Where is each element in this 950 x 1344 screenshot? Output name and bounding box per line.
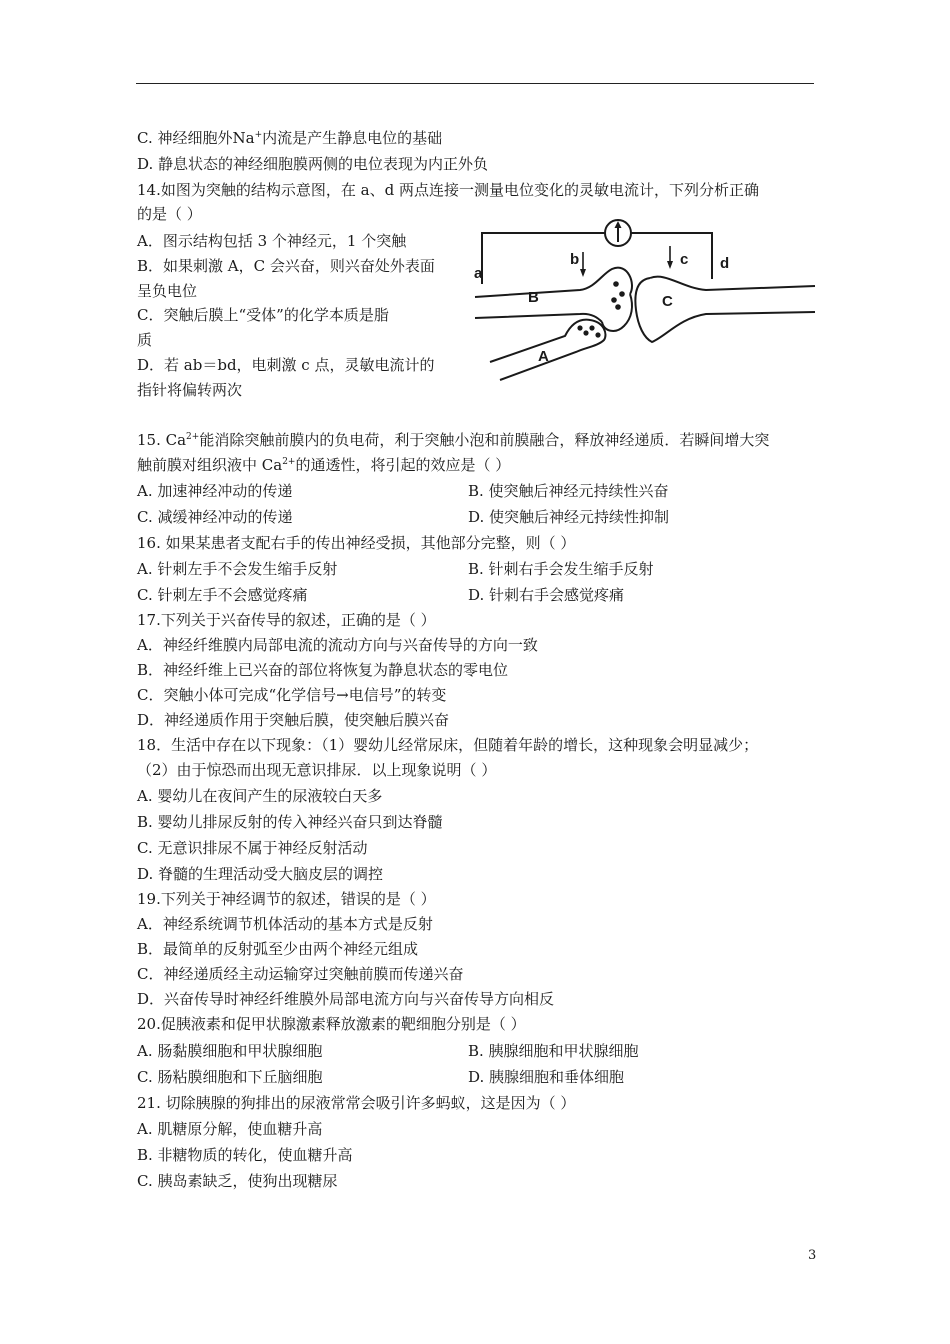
q19-option-d: D．兴奋传导时神经纤维膜外局部电流方向与兴奋传导方向相反 [137,990,555,1008]
q18-option-b: B. 婴幼儿排尿反射的传入神经兴奋只到达脊髓 [137,813,443,831]
header-rule [136,83,814,84]
page-number: 3 [808,1248,817,1263]
vesicles-b [611,281,625,310]
q19-stem: 19.下列关于神经调节的叙述，错误的是（ ） [137,890,436,908]
q14-option-d-cont: 指针将偏转两次 [137,381,243,399]
wire-left [482,233,605,284]
q16-option-b: B. 针刺右手会发生缩手反射 [468,560,654,578]
q15-option-d: D. 使突触后神经元持续性抑制 [468,508,670,526]
q15-option-a: A. 加速神经冲动的传递 [137,482,293,500]
q15-stem: 15. $Ca^{2+}$能消除突触前膜内的负电荷，利于突触小泡和前膜融合，释放神经递质．若瞬间增大突 [137,431,770,449]
q14-option-c: C．突触后膜上“受体”的化学本质是脂 [137,306,389,324]
q15-option-c: C. 减缓神经冲动的传递 [137,508,293,526]
q20-option-c: C. 肠粘膜细胞和下丘脑细胞 [137,1068,323,1086]
q18-option-a: A. 婴幼儿在夜间产生的尿液较白天多 [137,787,383,805]
q16-option-c: C. 针刺左手不会感觉疼痛 [137,586,308,604]
q14-stem-cont: 的是（ ） [137,205,202,223]
q21-option-a: A. 肌糖原分解，使血糖升高 [137,1120,323,1138]
q20-option-a: A. 肠黏膜细胞和甲状腺细胞 [137,1042,323,1060]
q17-option-a: A．神经纤维膜内局部电流的流动方向与兴奋传导的方向一致 [137,636,538,654]
q14-option-d: D．若 ab＝bd，电刺激 c 点，灵敏电流计的 [137,356,435,374]
q14-stem: 14.如图为突触的结构示意图，在 a、d 两点连接一测量电位变化的灵敏电流计，下列分析正确 [137,181,759,199]
label-d: d [720,255,730,272]
q15-stem-cont: 触前膜对组织液中 $Ca^{2+}$的通透性，将引起的效应是（ ） [137,456,511,474]
label-B: B [528,289,539,306]
q18-option-c: C. 无意识排尿不属于神经反射活动 [137,839,368,857]
q19-option-b: B．最简单的反射弧至少由两个神经元组成 [137,940,419,958]
q16-stem: 16. 如果某患者支配右手的传出神经受损，其他部分完整，则（ ） [137,534,576,552]
q14-option-b-cont: 呈负电位 [137,282,198,300]
q19-option-c: C．神经递质经主动运输穿过突触前膜而传递兴奋 [137,965,464,983]
label-c: c [680,251,689,268]
q15-option-b: B. 使突触后神经元持续性兴奋 [468,482,669,500]
q14-option-a: A．图示结构包括 3 个神经元，1 个突触 [137,232,407,250]
q17-option-d: D．神经递质作用于突触后膜，使突触后膜兴奋 [137,711,450,729]
label-b: b [570,251,580,268]
q17-option-c: C．突触小体可完成“化学信号→电信号”的转变 [137,686,447,704]
q17-stem: 17.下列关于兴奋传导的叙述，正确的是（ ） [137,611,436,629]
q18-option-d: D. 脊髓的生理活动受大脑皮层的调控 [137,865,384,883]
q21-stem: 21. 切除胰腺的狗排出的尿液常常会吸引许多蚂蚁，这是因为（ ） [137,1094,576,1112]
q14-option-c-cont: 质 [137,331,153,349]
q21-option-b: B. 非糖物质的转化，使血糖升高 [137,1146,353,1164]
q13-option-d: D. 静息状态的神经细胞膜两侧的电位表现为内正外负 [137,155,489,173]
q18-stem-cont: （2）由于惊恐而出现无意识排尿．以上现象说明（ ） [137,761,497,779]
wire-right [631,233,712,279]
q13-option-c: C. 神经细胞外Na+内流是产生静息电位的基础 [137,129,443,147]
vesicles-a [577,325,600,337]
label-C: C [662,293,673,310]
label-a: a [474,265,483,282]
q20-stem: 20.促胰液素和促甲状腺激素释放激素的靶细胞分别是（ ） [137,1015,526,1033]
q19-option-a: A．神经系统调节机体活动的基本方式是反射 [137,915,433,933]
label-A: A [538,348,549,365]
q14-option-b: B．如果刺激 A，C 会兴奋，则兴奋处外表面 [137,257,435,275]
q21-option-c: C. 胰岛素缺乏，使狗出现糖尿 [137,1172,338,1190]
q16-option-a: A. 针刺左手不会发生缩手反射 [137,560,338,578]
q17-option-b: B．神经纤维上已兴奋的部位将恢复为静息状态的零电位 [137,661,509,679]
synapse-diagram [470,214,820,386]
q20-option-d: D. 胰腺细胞和垂体细胞 [468,1068,625,1086]
q20-option-b: B. 胰腺细胞和甲状腺细胞 [468,1042,639,1060]
q16-option-d: D. 针刺右手会感觉疼痛 [468,586,625,604]
q18-stem: 18．生活中存在以下现象：（1）婴幼儿经常尿床，但随着年龄的增长，这种现象会明显减少； [137,736,759,754]
